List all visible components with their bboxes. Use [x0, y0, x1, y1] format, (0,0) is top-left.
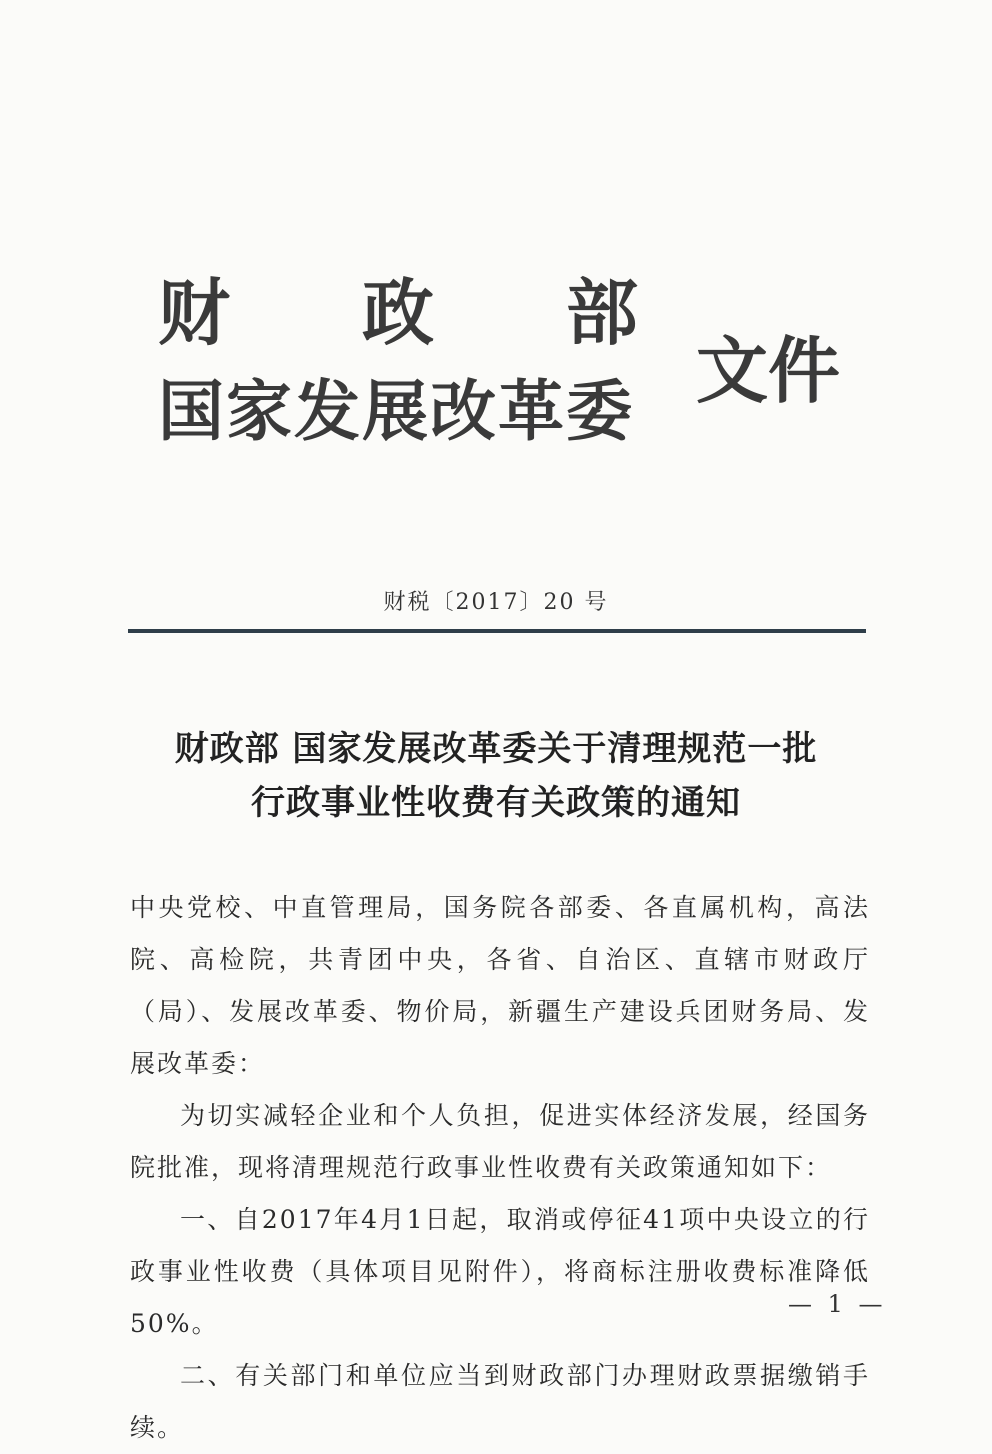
- item-1-paragraph: 一、自2017年4月1日起，取消或停征41项中央设立的行政事业性收费（具体项目见附件），将商标注册收费标准降低50%。: [130, 1205, 870, 1338]
- document-header: [158, 268, 878, 458]
- title-line-1: 财政部 国家发展改革委关于清理规范一批: [174, 729, 818, 769]
- document-body: [130, 882, 870, 1454]
- document-type-label: 文件: [696, 329, 841, 413]
- title-line-2: 行政事业性收费有关政策的通知: [251, 783, 741, 823]
- item-2-paragraph: 二、有关部门和单位应当到财政部门办理财政票据缴销手续。: [130, 1361, 870, 1442]
- document-title: [0, 722, 992, 830]
- issuer-ndrc: 国家发展改革委: [158, 373, 634, 450]
- issuer-ministry-of-finance: 财政部: [158, 271, 771, 355]
- page-number: — 1 —: [788, 1290, 887, 1318]
- intro-paragraph: 为切实减轻企业和个人负担，促进实体经济发展，经国务院批准，现将清理规范行政事业性收费有关政策通知如下：: [130, 1101, 870, 1182]
- addressees-paragraph: 中央党校、中直管理局，国务院各部委、各直属机构，高法院、高检院，共青团中央，各省、自治区、直辖市财政厅（局）、发展改革委、物价局，新疆生产建设兵团财务局、发展改革委：: [130, 893, 870, 1078]
- document-number: 财税〔2017〕20 号: [383, 590, 609, 615]
- header-divider: [128, 629, 866, 633]
